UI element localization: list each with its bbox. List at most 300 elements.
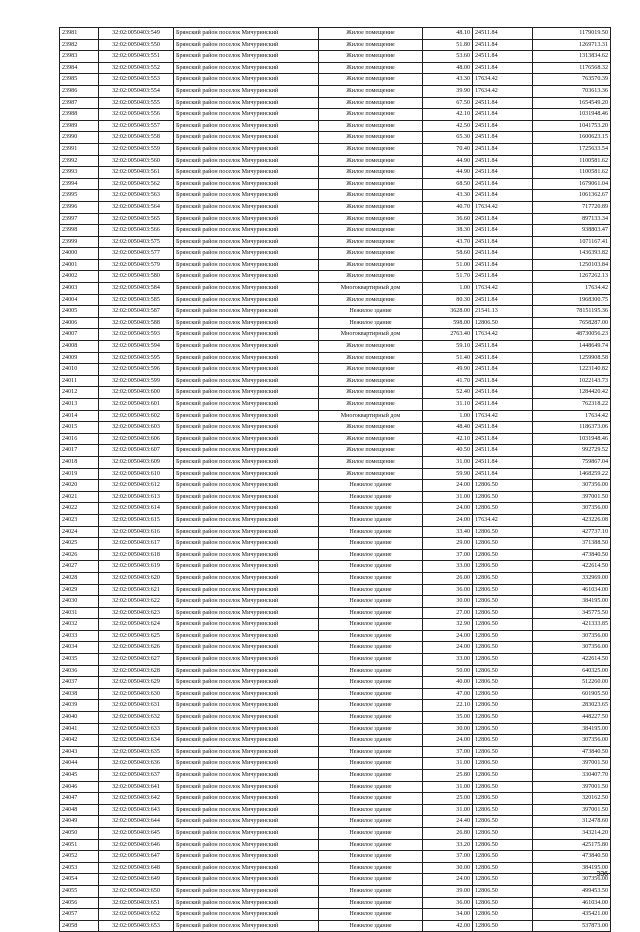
cadastral-number-cell: 32:02:0050403:635 xyxy=(99,746,174,758)
area-cell: 33.40 xyxy=(423,526,473,538)
unit-value-cell: 12806.50 xyxy=(473,862,533,874)
row-number-cell: 23992 xyxy=(60,155,99,167)
area-cell: 37.00 xyxy=(423,851,473,863)
cadastral-value-cell: 435421.00 xyxy=(533,909,611,921)
object-type-cell: Нежилое здание xyxy=(319,804,423,816)
table-body xyxy=(60,28,611,932)
object-type-cell: Жилое помещение xyxy=(319,433,423,445)
address-cell: Брянский район поселок Мичуринский xyxy=(174,862,319,874)
area-cell: 29.00 xyxy=(423,538,473,550)
cadastral-value-cell: 1223140.82 xyxy=(533,364,611,376)
object-type-cell: Нежилое здание xyxy=(319,723,423,735)
row-number-cell: 23987 xyxy=(60,97,99,109)
unit-value-cell: 12806.50 xyxy=(473,712,533,724)
object-type-cell: Нежилое здание xyxy=(319,514,423,526)
object-type-cell: Жилое помещение xyxy=(319,190,423,202)
unit-value-cell: 12806.50 xyxy=(473,688,533,700)
row-number-cell: 24003 xyxy=(60,283,99,295)
cadastral-number-cell: 32:02:0050403:587 xyxy=(99,306,174,318)
area-cell: 27.00 xyxy=(423,607,473,619)
object-type-cell: Нежилое здание xyxy=(319,480,423,492)
row-number-cell: 24042 xyxy=(60,735,99,747)
table-row xyxy=(60,885,611,897)
cadastral-value-cell: 423226.08 xyxy=(533,514,611,526)
area-cell: 24.00 xyxy=(423,480,473,492)
cadastral-number-cell: 32:02:0050403:555 xyxy=(99,97,174,109)
cadastral-value-cell: 425175.80 xyxy=(533,839,611,851)
table-row xyxy=(60,422,611,434)
object-type-cell: Жилое помещение xyxy=(319,387,423,399)
row-number-cell: 24029 xyxy=(60,584,99,596)
table-row xyxy=(60,28,611,40)
address-cell: Брянский район поселок Мичуринский xyxy=(174,271,319,283)
area-cell: 48.00 xyxy=(423,62,473,74)
table-row xyxy=(60,225,611,237)
area-cell: 43.70 xyxy=(423,236,473,248)
cadastral-number-cell: 32:02:0050403:623 xyxy=(99,607,174,619)
area-cell: 26.00 xyxy=(423,572,473,584)
cadastral-value-cell: 1071167.41 xyxy=(533,236,611,248)
cadastral-value-cell: 1284420.42 xyxy=(533,387,611,399)
area-cell: 1.00 xyxy=(423,410,473,422)
table-row xyxy=(60,642,611,654)
row-number-cell: 24050 xyxy=(60,827,99,839)
object-type-cell: Жилое помещение xyxy=(319,364,423,376)
unit-value-cell: 12806.50 xyxy=(473,885,533,897)
address-cell: Брянский район поселок Мичуринский xyxy=(174,909,319,921)
address-cell: Брянский район поселок Мичуринский xyxy=(174,630,319,642)
object-type-cell: Жилое помещение xyxy=(319,248,423,260)
object-type-cell: Жилое помещение xyxy=(319,468,423,480)
object-type-cell: Нежилое здание xyxy=(319,607,423,619)
address-cell: Брянский район поселок Мичуринский xyxy=(174,885,319,897)
address-cell: Брянский район поселок Мичуринский xyxy=(174,688,319,700)
cadastral-value-cell: 1179019.50 xyxy=(533,28,611,40)
address-cell: Брянский район поселок Мичуринский xyxy=(174,839,319,851)
unit-value-cell: 24511.84 xyxy=(473,364,533,376)
address-cell: Брянский район поселок Мичуринский xyxy=(174,283,319,295)
table-row xyxy=(60,677,611,689)
object-type-cell: Нежилое здание xyxy=(319,851,423,863)
object-type-cell: Жилое помещение xyxy=(319,352,423,364)
object-type-cell: Нежилое здание xyxy=(319,700,423,712)
row-number-cell: 23989 xyxy=(60,120,99,132)
unit-value-cell: 12806.50 xyxy=(473,596,533,608)
row-number-cell: 24001 xyxy=(60,259,99,271)
object-type-cell: Жилое помещение xyxy=(319,213,423,225)
row-number-cell: 24027 xyxy=(60,561,99,573)
object-type-cell: Нежилое здание xyxy=(319,746,423,758)
table-row xyxy=(60,213,611,225)
table-row xyxy=(60,700,611,712)
cadastral-number-cell: 32:02:0050403:646 xyxy=(99,839,174,851)
address-cell: Брянский район поселок Мичуринский xyxy=(174,28,319,40)
cadastral-value-cell: 897133.34 xyxy=(533,213,611,225)
row-number-cell: 24005 xyxy=(60,306,99,318)
cadastral-value-cell: 48730056.23 xyxy=(533,329,611,341)
address-cell: Брянский район поселок Мичуринский xyxy=(174,329,319,341)
unit-value-cell: 12806.50 xyxy=(473,723,533,735)
row-number-cell: 23986 xyxy=(60,85,99,97)
unit-value-cell: 12806.50 xyxy=(473,804,533,816)
row-number-cell: 24024 xyxy=(60,526,99,538)
cadastral-value-cell: 1186373.06 xyxy=(533,422,611,434)
cadastral-value-cell: 763570.39 xyxy=(533,74,611,86)
cadastral-number-cell: 32:02:0050403:642 xyxy=(99,793,174,805)
object-type-cell: Нежилое здание xyxy=(319,839,423,851)
table-row xyxy=(60,433,611,445)
area-cell: 80.30 xyxy=(423,294,473,306)
unit-value-cell: 12806.50 xyxy=(473,758,533,770)
row-number-cell: 24016 xyxy=(60,433,99,445)
cadastral-value-cell: 1968300.75 xyxy=(533,294,611,306)
row-number-cell: 24033 xyxy=(60,630,99,642)
address-cell: Брянский район поселок Мичуринский xyxy=(174,468,319,480)
unit-value-cell: 24511.84 xyxy=(473,62,533,74)
table-row xyxy=(60,51,611,63)
unit-value-cell: 12806.50 xyxy=(473,781,533,793)
object-type-cell: Жилое помещение xyxy=(319,225,423,237)
cadastral-value-cell: 473840.50 xyxy=(533,851,611,863)
cadastral-number-cell: 32:02:0050403:554 xyxy=(99,85,174,97)
area-cell: 25.00 xyxy=(423,793,473,805)
address-cell: Брянский район поселок Мичуринский xyxy=(174,51,319,63)
table-row xyxy=(60,596,611,608)
area-cell: 31.10 xyxy=(423,399,473,411)
object-type-cell: Жилое помещение xyxy=(319,109,423,121)
object-type-cell: Нежилое здание xyxy=(319,712,423,724)
table-row xyxy=(60,770,611,782)
row-number-cell: 24045 xyxy=(60,770,99,782)
row-number-cell: 24009 xyxy=(60,352,99,364)
table-row xyxy=(60,781,611,793)
area-cell: 30.00 xyxy=(423,862,473,874)
unit-value-cell: 24511.84 xyxy=(473,399,533,411)
cadastral-value-cell: 78151195.36 xyxy=(533,306,611,318)
row-number-cell: 23997 xyxy=(60,213,99,225)
address-cell: Брянский район поселок Мичуринский xyxy=(174,526,319,538)
cadastral-value-cell: 1100581.62 xyxy=(533,167,611,179)
cadastral-number-cell: 32:02:0050403:630 xyxy=(99,688,174,700)
unit-value-cell: 12806.50 xyxy=(473,735,533,747)
unit-value-cell: 24511.84 xyxy=(473,28,533,40)
unit-value-cell: 12806.50 xyxy=(473,584,533,596)
cadastral-number-cell: 32:02:0050403:603 xyxy=(99,422,174,434)
unit-value-cell: 12806.50 xyxy=(473,909,533,921)
table-row xyxy=(60,410,611,422)
table-row xyxy=(60,816,611,828)
row-number-cell: 24048 xyxy=(60,804,99,816)
row-number-cell: 24025 xyxy=(60,538,99,550)
table-row xyxy=(60,897,611,909)
address-cell: Брянский район поселок Мичуринский xyxy=(174,155,319,167)
row-number-cell: 24012 xyxy=(60,387,99,399)
area-cell: 33.00 xyxy=(423,654,473,666)
row-number-cell: 24054 xyxy=(60,874,99,886)
table-row xyxy=(60,445,611,457)
table-row xyxy=(60,306,611,318)
object-type-cell: Нежилое здание xyxy=(319,317,423,329)
address-cell: Брянский район поселок Мичуринский xyxy=(174,781,319,793)
unit-value-cell: 12806.50 xyxy=(473,561,533,573)
cadastral-number-cell: 32:02:0050403:556 xyxy=(99,109,174,121)
unit-value-cell: 24511.84 xyxy=(473,341,533,353)
cadastral-value-cell: 1100581.62 xyxy=(533,155,611,167)
table-row xyxy=(60,746,611,758)
cadastral-value-cell: 17634.42 xyxy=(533,283,611,295)
unit-value-cell: 24511.84 xyxy=(473,109,533,121)
cadastral-number-cell: 32:02:0050403:612 xyxy=(99,480,174,492)
unit-value-cell: 17634.42 xyxy=(473,514,533,526)
cadastral-number-cell: 32:02:0050403:650 xyxy=(99,885,174,897)
area-cell: 36.60 xyxy=(423,213,473,225)
area-cell: 44.90 xyxy=(423,167,473,179)
cadastral-value-cell: 371388.50 xyxy=(533,538,611,550)
table-row xyxy=(60,271,611,283)
object-type-cell: Жилое помещение xyxy=(319,456,423,468)
object-type-cell: Жилое помещение xyxy=(319,294,423,306)
address-cell: Брянский район поселок Мичуринский xyxy=(174,642,319,654)
area-cell: 36.00 xyxy=(423,897,473,909)
cadastral-number-cell: 32:02:0050403:580 xyxy=(99,271,174,283)
row-number-cell: 24010 xyxy=(60,364,99,376)
address-cell: Брянский район поселок Мичуринский xyxy=(174,758,319,770)
object-type-cell: Нежилое здание xyxy=(319,862,423,874)
area-cell: 1.00 xyxy=(423,283,473,295)
area-cell: 40.00 xyxy=(423,677,473,689)
object-type-cell: Нежилое здание xyxy=(319,306,423,318)
row-number-cell: 24023 xyxy=(60,514,99,526)
cadastral-number-cell: 32:02:0050403:602 xyxy=(99,410,174,422)
object-type-cell: Нежилое здание xyxy=(319,770,423,782)
address-cell: Брянский район поселок Мичуринский xyxy=(174,167,319,179)
row-number-cell: 24053 xyxy=(60,862,99,874)
area-cell: 26.80 xyxy=(423,827,473,839)
table-row xyxy=(60,456,611,468)
unit-value-cell: 24511.84 xyxy=(473,422,533,434)
table-row xyxy=(60,862,611,874)
object-type-cell: Жилое помещение xyxy=(319,74,423,86)
unit-value-cell: 12806.50 xyxy=(473,665,533,677)
table-row xyxy=(60,399,611,411)
row-number-cell: 24047 xyxy=(60,793,99,805)
unit-value-cell: 12806.50 xyxy=(473,839,533,851)
area-cell: 40.50 xyxy=(423,445,473,457)
cadastral-value-cell: 384195.00 xyxy=(533,596,611,608)
unit-value-cell: 24511.84 xyxy=(473,120,533,132)
table-row xyxy=(60,584,611,596)
table-row xyxy=(60,503,611,515)
table-row xyxy=(60,178,611,190)
unit-value-cell: 12806.50 xyxy=(473,607,533,619)
row-number-cell: 24056 xyxy=(60,897,99,909)
cadastral-number-cell: 32:02:0050403:624 xyxy=(99,619,174,631)
row-number-cell: 23983 xyxy=(60,51,99,63)
object-type-cell: Нежилое здание xyxy=(319,793,423,805)
area-cell: 30.00 xyxy=(423,723,473,735)
address-cell: Брянский район поселок Мичуринский xyxy=(174,665,319,677)
unit-value-cell: 21541.13 xyxy=(473,306,533,318)
cadastral-number-cell: 32:02:0050403:593 xyxy=(99,329,174,341)
unit-value-cell: 12806.50 xyxy=(473,874,533,886)
area-cell: 42.50 xyxy=(423,120,473,132)
address-cell: Брянский район поселок Мичуринский xyxy=(174,387,319,399)
cadastral-value-cell: 283023.65 xyxy=(533,700,611,712)
unit-value-cell: 24511.84 xyxy=(473,213,533,225)
cadastral-value-cell: 1267262.13 xyxy=(533,271,611,283)
object-type-cell: Нежилое здание xyxy=(319,584,423,596)
area-cell: 52.40 xyxy=(423,387,473,399)
area-cell: 24.00 xyxy=(423,630,473,642)
cadastral-value-cell: 307356.00 xyxy=(533,630,611,642)
area-cell: 33.20 xyxy=(423,839,473,851)
unit-value-cell: 17634.42 xyxy=(473,329,533,341)
address-cell: Брянский район поселок Мичуринский xyxy=(174,213,319,225)
unit-value-cell: 12806.50 xyxy=(473,317,533,329)
area-cell: 67.50 xyxy=(423,97,473,109)
address-cell: Брянский район поселок Мичуринский xyxy=(174,120,319,132)
area-cell: 24.40 xyxy=(423,816,473,828)
cadastral-value-cell: 1725633.54 xyxy=(533,143,611,155)
cadastral-number-cell: 32:02:0050403:615 xyxy=(99,514,174,526)
address-cell: Брянский район поселок Мичуринский xyxy=(174,97,319,109)
area-cell: 35.00 xyxy=(423,712,473,724)
cadastral-number-cell: 32:02:0050403:651 xyxy=(99,897,174,909)
cadastral-value-cell: 1041753.20 xyxy=(533,120,611,132)
cadastral-value-cell: 422614.50 xyxy=(533,561,611,573)
table-row xyxy=(60,619,611,631)
cadastral-value-cell: 1259908.58 xyxy=(533,352,611,364)
cadastral-number-cell: 32:02:0050403:596 xyxy=(99,364,174,376)
cadastral-number-cell: 32:02:0050403:620 xyxy=(99,572,174,584)
area-cell: 51.00 xyxy=(423,259,473,271)
cadastral-value-cell: 473840.50 xyxy=(533,549,611,561)
object-type-cell: Нежилое здание xyxy=(319,654,423,666)
cadastral-number-cell: 32:02:0050403:607 xyxy=(99,445,174,457)
cadastral-number-cell: 32:02:0050403:561 xyxy=(99,167,174,179)
row-number-cell: 23995 xyxy=(60,190,99,202)
unit-value-cell: 24511.84 xyxy=(473,167,533,179)
cadastral-number-cell: 32:02:0050403:584 xyxy=(99,283,174,295)
unit-value-cell: 12806.50 xyxy=(473,642,533,654)
cadastral-value-cell: 717720.89 xyxy=(533,201,611,213)
row-number-cell: 23981 xyxy=(60,28,99,40)
table-row xyxy=(60,364,611,376)
address-cell: Брянский район поселок Мичуринский xyxy=(174,85,319,97)
object-type-cell: Нежилое здание xyxy=(319,526,423,538)
cadastral-value-cell: 1022143.73 xyxy=(533,375,611,387)
cadastral-number-cell: 32:02:0050403:649 xyxy=(99,874,174,886)
object-type-cell: Жилое помещение xyxy=(319,85,423,97)
address-cell: Брянский район поселок Мичуринский xyxy=(174,874,319,886)
row-number-cell: 24017 xyxy=(60,445,99,457)
address-cell: Брянский район поселок Мичуринский xyxy=(174,561,319,573)
area-cell: 31.00 xyxy=(423,758,473,770)
cadastral-number-cell: 32:02:0050403:652 xyxy=(99,909,174,921)
row-number-cell: 24057 xyxy=(60,909,99,921)
area-cell: 39.00 xyxy=(423,885,473,897)
address-cell: Брянский район поселок Мичуринский xyxy=(174,225,319,237)
area-cell: 49.90 xyxy=(423,364,473,376)
cadastral-value-cell: 473840.50 xyxy=(533,746,611,758)
area-cell: 31.00 xyxy=(423,491,473,503)
table-row xyxy=(60,874,611,886)
cadastral-value-cell: 1313834.62 xyxy=(533,51,611,63)
address-cell: Брянский район поселок Мичуринский xyxy=(174,480,319,492)
object-type-cell: Нежилое здание xyxy=(319,897,423,909)
area-cell: 48.40 xyxy=(423,422,473,434)
row-number-cell: 24002 xyxy=(60,271,99,283)
table-row xyxy=(60,283,611,295)
area-cell: 42.10 xyxy=(423,433,473,445)
object-type-cell: Многоквартирный дом xyxy=(319,410,423,422)
address-cell: Брянский район поселок Мичуринский xyxy=(174,700,319,712)
cadastral-number-cell: 32:02:0050403:622 xyxy=(99,596,174,608)
cadastral-number-cell: 32:02:0050403:613 xyxy=(99,491,174,503)
object-type-cell: Жилое помещение xyxy=(319,28,423,40)
address-cell: Брянский район поселок Мичуринский xyxy=(174,827,319,839)
address-cell: Брянский район поселок Мичуринский xyxy=(174,341,319,353)
object-type-cell: Жилое помещение xyxy=(319,422,423,434)
cadastral-value-table xyxy=(59,27,611,932)
row-number-cell: 24034 xyxy=(60,642,99,654)
unit-value-cell: 24511.84 xyxy=(473,51,533,63)
object-type-cell: Жилое помещение xyxy=(319,445,423,457)
row-number-cell: 24026 xyxy=(60,549,99,561)
unit-value-cell: 17634.42 xyxy=(473,201,533,213)
cadastral-number-cell: 32:02:0050403:643 xyxy=(99,804,174,816)
row-number-cell: 23985 xyxy=(60,74,99,86)
cadastral-value-cell: 1436393.82 xyxy=(533,248,611,260)
object-type-cell: Жилое помещение xyxy=(319,51,423,63)
cadastral-number-cell: 32:02:0050403:634 xyxy=(99,735,174,747)
cadastral-number-cell: 32:02:0050403:566 xyxy=(99,225,174,237)
cadastral-value-cell: 640325.00 xyxy=(533,665,611,677)
row-number-cell: 24000 xyxy=(60,248,99,260)
unit-value-cell: 24511.84 xyxy=(473,294,533,306)
address-cell: Брянский район поселок Мичуринский xyxy=(174,851,319,863)
unit-value-cell: 24511.84 xyxy=(473,433,533,445)
address-cell: Брянский район поселок Мичуринский xyxy=(174,572,319,584)
object-type-cell: Нежилое здание xyxy=(319,885,423,897)
row-number-cell: 24046 xyxy=(60,781,99,793)
address-cell: Брянский район поселок Мичуринский xyxy=(174,793,319,805)
cadastral-number-cell: 32:02:0050403:551 xyxy=(99,51,174,63)
cadastral-number-cell: 32:02:0050403:559 xyxy=(99,143,174,155)
area-cell: 598.00 xyxy=(423,317,473,329)
cadastral-number-cell: 32:02:0050403:645 xyxy=(99,827,174,839)
area-cell: 3628.00 xyxy=(423,306,473,318)
object-type-cell: Нежилое здание xyxy=(319,491,423,503)
table-row xyxy=(60,387,611,399)
table-row xyxy=(60,665,611,677)
table-row xyxy=(60,549,611,561)
address-cell: Брянский район поселок Мичуринский xyxy=(174,491,319,503)
object-type-cell: Нежилое здание xyxy=(319,677,423,689)
cadastral-number-cell: 32:02:0050403:600 xyxy=(99,387,174,399)
object-type-cell: Нежилое здание xyxy=(319,920,423,932)
cadastral-value-cell: 307356.00 xyxy=(533,480,611,492)
unit-value-cell: 12806.50 xyxy=(473,619,533,631)
object-type-cell: Нежилое здание xyxy=(319,538,423,550)
cadastral-number-cell: 32:02:0050403:595 xyxy=(99,352,174,364)
table-row xyxy=(60,248,611,260)
row-number-cell: 24030 xyxy=(60,596,99,608)
row-number-cell: 23991 xyxy=(60,143,99,155)
cadastral-value-cell: 345775.50 xyxy=(533,607,611,619)
unit-value-cell: 24511.84 xyxy=(473,39,533,51)
row-number-cell: 24022 xyxy=(60,503,99,515)
